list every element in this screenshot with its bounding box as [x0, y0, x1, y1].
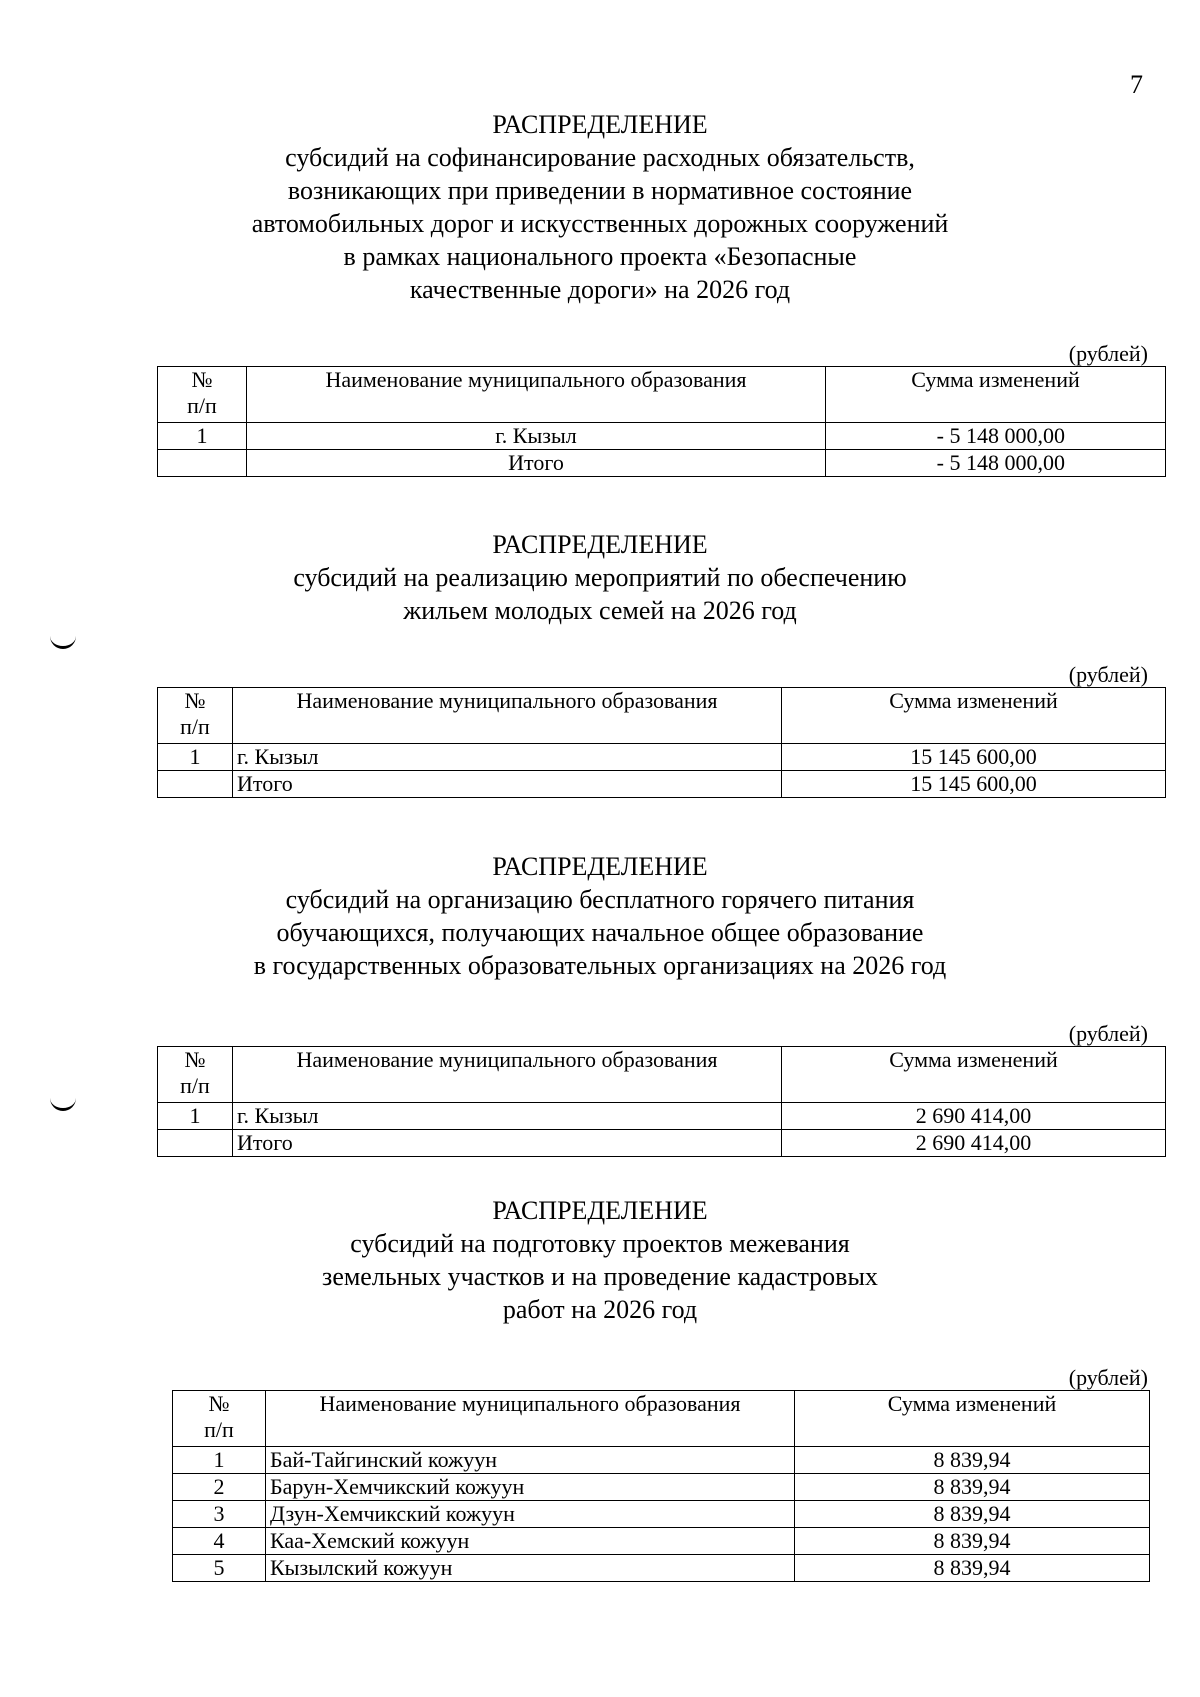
section-subtitle-line: земельных участков и на проведение кадастровых — [322, 1262, 878, 1291]
row-sum: - 5 148 000,00 — [826, 450, 1166, 477]
header-number: № п/п — [158, 688, 233, 744]
table-header-row — [158, 688, 1166, 744]
header-sum: Сумма изменений — [795, 1391, 1150, 1447]
header-number: № п/п — [173, 1391, 266, 1447]
row-name: Каа-Хемский кожуун — [266, 1528, 795, 1555]
row-sum: 8 839,94 — [795, 1474, 1150, 1501]
section-subtitle-line: в рамках национального проекта «Безопасные — [343, 242, 857, 271]
table-row — [158, 1103, 1166, 1130]
unit-label: (рублей) — [1068, 1365, 1148, 1390]
header-number: № п/п — [158, 367, 247, 423]
section-subtitle-line: обучающихся, получающих начальное общее образование — [276, 918, 924, 947]
header-name: Наименование муниципального образования — [247, 367, 826, 423]
row-name: Итого — [233, 1130, 782, 1157]
header-name: Наименование муниципального образования — [233, 1047, 782, 1103]
header-number: № п/п — [158, 1047, 233, 1103]
row-sum: 15 145 600,00 — [782, 744, 1166, 771]
table-header-row — [173, 1391, 1150, 1447]
row-name: г. Кызыл — [233, 744, 782, 771]
table-row — [173, 1555, 1150, 1582]
table-row — [158, 423, 1166, 450]
table-row — [173, 1447, 1150, 1474]
row-sum: 8 839,94 — [795, 1447, 1150, 1474]
header-sum: Сумма изменений — [826, 367, 1166, 423]
row-name: Кызылский кожуун — [266, 1555, 795, 1582]
section-title: РАСПРЕДЕЛЕНИЕ — [492, 1196, 708, 1225]
section-subtitle-line: субсидий на подготовку проектов межевания — [350, 1229, 850, 1258]
table-total-row — [158, 1130, 1166, 1157]
row-number: 5 — [173, 1555, 266, 1582]
row-name: Дзун-Хемчикский кожуун — [266, 1501, 795, 1528]
section-title: РАСПРЕДЕЛЕНИЕ — [492, 530, 708, 559]
row-sum: - 5 148 000,00 — [826, 423, 1166, 450]
row-number: 4 — [173, 1528, 266, 1555]
table-row — [173, 1528, 1150, 1555]
section-land-survey — [0, 1194, 1200, 1582]
row-number: 2 — [173, 1474, 266, 1501]
unit-label: (рублей) — [1068, 1021, 1148, 1046]
row-number: 1 — [158, 744, 233, 771]
row-sum: 2 690 414,00 — [782, 1130, 1166, 1157]
row-number — [158, 1130, 233, 1157]
distribution-table — [157, 1046, 1166, 1157]
header-sum: Сумма изменений — [782, 1047, 1166, 1103]
section-subtitle-line: качественные дороги» на 2026 год — [409, 275, 791, 304]
unit-label: (рублей) — [1068, 341, 1148, 366]
section-heading — [0, 108, 1200, 306]
table-row — [173, 1474, 1150, 1501]
row-name: Бай-Тайгинский кожуун — [266, 1447, 795, 1474]
row-name: г. Кызыл — [233, 1103, 782, 1130]
unit-label: (рублей) — [1068, 662, 1148, 687]
header-name: Наименование муниципального образования — [266, 1391, 795, 1447]
row-number: 3 — [173, 1501, 266, 1528]
table-row — [173, 1501, 1150, 1528]
section-heading — [0, 1194, 1200, 1326]
section-subtitle-line: работ на 2026 год — [502, 1295, 698, 1324]
section-road-subsidies — [0, 108, 1200, 477]
row-name: Итого — [233, 771, 782, 798]
section-subtitle-line: жильем молодых семей на 2026 год — [403, 596, 797, 625]
section-subtitle-line: в государственных образовательных организациях на 2026 год — [253, 951, 947, 980]
row-number — [158, 771, 233, 798]
table-total-row — [158, 450, 1166, 477]
header-name: Наименование муниципального образования — [233, 688, 782, 744]
header-sum: Сумма изменений — [782, 688, 1166, 744]
row-sum: 8 839,94 — [795, 1528, 1150, 1555]
row-sum: 2 690 414,00 — [782, 1103, 1166, 1130]
row-number: 1 — [158, 1103, 233, 1130]
section-subtitle-line: субсидий на реализацию мероприятий по обеспечению — [293, 563, 907, 592]
section-title: РАСПРЕДЕЛЕНИЕ — [492, 110, 708, 139]
section-title: РАСПРЕДЕЛЕНИЕ — [492, 852, 708, 881]
row-sum: 8 839,94 — [795, 1555, 1150, 1582]
row-name: Барун-Хемчикский кожуун — [266, 1474, 795, 1501]
page-number: 7 — [1130, 70, 1143, 99]
row-number: 1 — [173, 1447, 266, 1474]
table-header-row — [158, 367, 1166, 423]
row-name: Итого — [247, 450, 826, 477]
section-young-families — [0, 528, 1200, 798]
row-sum: 15 145 600,00 — [782, 771, 1166, 798]
table-header-row — [158, 1047, 1166, 1103]
table-row — [158, 744, 1166, 771]
row-number — [158, 450, 247, 477]
section-heading — [0, 528, 1200, 627]
table-total-row — [158, 771, 1166, 798]
distribution-table — [157, 687, 1166, 798]
distribution-table — [172, 1390, 1150, 1582]
row-number: 1 — [158, 423, 247, 450]
distribution-table — [157, 366, 1166, 477]
section-hot-meals — [0, 850, 1200, 1157]
row-sum: 8 839,94 — [795, 1501, 1150, 1528]
section-subtitle-line: автомобильных дорог и искусственных дорожных сооружений — [251, 209, 949, 238]
section-subtitle-line: субсидий на организацию бесплатного горячего питания — [285, 885, 915, 914]
section-subtitle-line: субсидий на софинансирование расходных обязательств, — [285, 143, 915, 172]
section-subtitle-line: возникающих при приведении в нормативное состояние — [287, 176, 913, 205]
section-heading — [0, 850, 1200, 982]
row-name: г. Кызыл — [247, 423, 826, 450]
